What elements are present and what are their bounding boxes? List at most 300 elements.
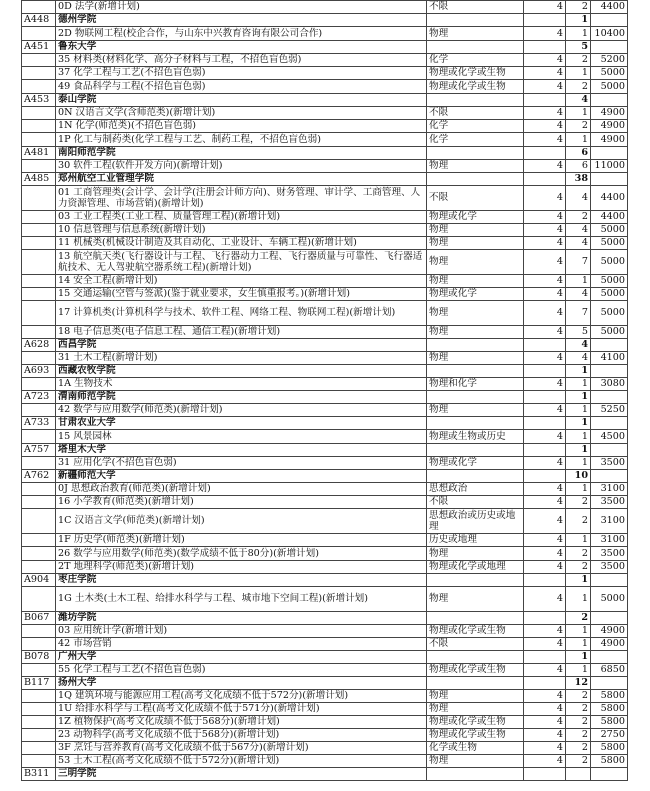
school-row	[22, 41, 628, 54]
major-name-cell: 15 交通运输(空管与签派)(鉴于就业要求，女生慎重报考。)(新增计划)	[56, 288, 427, 301]
school-code-cell: A693	[22, 365, 56, 378]
school-name-cell: 泰山学院	[56, 94, 427, 107]
school-row	[22, 612, 628, 625]
subject-requirement-cell	[427, 574, 524, 587]
subject-requirement-cell	[427, 41, 524, 54]
major-row	[22, 54, 628, 67]
tuition-fee-cell	[591, 417, 628, 430]
school-row	[22, 651, 628, 664]
study-years-cell: 4	[524, 457, 566, 470]
study-years-cell: 4	[524, 547, 566, 561]
school-row	[22, 768, 628, 781]
school-row	[22, 339, 628, 352]
major-name-cell: 03 应用统计学(新增计划)	[56, 625, 427, 638]
major-row	[22, 120, 628, 133]
tuition-fee-cell	[591, 365, 628, 378]
school-code-cell	[22, 547, 56, 561]
school-code-cell: A453	[22, 94, 56, 107]
tuition-fee-cell	[591, 339, 628, 352]
subject-requirement-cell: 物理	[427, 237, 524, 250]
plan-count-cell: 6	[566, 160, 591, 173]
school-name-cell: 塔里木大学	[56, 444, 427, 457]
school-name-cell: 新疆师范大学	[56, 470, 427, 483]
study-years-cell: 4	[524, 378, 566, 391]
major-row	[22, 404, 628, 417]
study-years-cell	[524, 768, 566, 781]
major-name-cell: 11 机械类(机械设计制造及其自动化、工业设计、车辆工程)(新增计划)	[56, 237, 427, 250]
study-years-cell: 4	[524, 224, 566, 237]
major-row	[22, 80, 628, 94]
major-name-cell: 37 化学工程与工艺(不招色盲色弱)	[56, 67, 427, 80]
subject-requirement-cell: 物理	[427, 703, 524, 716]
subject-requirement-cell: 物理	[427, 547, 524, 561]
study-years-cell	[524, 41, 566, 54]
school-code-cell	[22, 107, 56, 120]
tuition-fee-cell: 4500	[591, 430, 628, 444]
subject-requirement-cell	[427, 470, 524, 483]
study-years-cell: 4	[524, 250, 566, 275]
tuition-fee-cell: 5000	[591, 587, 628, 612]
subject-requirement-cell	[427, 173, 524, 186]
school-code-cell: B117	[22, 677, 56, 690]
school-code-cell	[22, 160, 56, 173]
school-code-cell	[22, 664, 56, 677]
major-name-cell: 10 信息管理与信息系统(新增计划)	[56, 224, 427, 237]
subject-requirement-cell	[427, 768, 524, 781]
study-years-cell: 4	[524, 729, 566, 742]
subject-requirement-cell: 物理	[427, 160, 524, 173]
school-code-cell	[22, 326, 56, 339]
school-name-cell: 枣庄学院	[56, 574, 427, 587]
study-years-cell	[524, 173, 566, 186]
major-row	[22, 534, 628, 547]
school-code-cell: B067	[22, 612, 56, 625]
subject-requirement-cell: 化学或生物	[427, 742, 524, 755]
tuition-fee-cell: 5800	[591, 742, 628, 755]
plan-count-cell: 1	[566, 587, 591, 612]
school-code-cell: A723	[22, 391, 56, 404]
school-row	[22, 14, 628, 27]
major-row	[22, 483, 628, 496]
study-years-cell	[524, 444, 566, 457]
tuition-fee-cell: 5000	[591, 275, 628, 288]
major-row	[22, 326, 628, 339]
school-code-cell	[22, 224, 56, 237]
study-years-cell	[524, 470, 566, 483]
major-row	[22, 250, 628, 275]
study-years-cell: 4	[524, 587, 566, 612]
subject-requirement-cell: 物理	[427, 326, 524, 339]
tuition-fee-cell: 3100	[591, 483, 628, 496]
study-years-cell	[524, 391, 566, 404]
major-name-cell: 14 安全工程(新增计划)	[56, 275, 427, 288]
plan-count-cell: 4	[566, 339, 591, 352]
subject-requirement-cell: 物理	[427, 275, 524, 288]
major-row	[22, 160, 628, 173]
tuition-fee-cell	[591, 94, 628, 107]
plan-count-cell: 1	[566, 638, 591, 651]
subject-requirement-cell	[427, 444, 524, 457]
study-years-cell: 4	[524, 186, 566, 211]
major-name-cell: 35 材料类(材料化学、高分子材料与工程，不招色盲色弱)	[56, 54, 427, 67]
major-name-cell: 31 应用化学(不招色盲色弱)	[56, 457, 427, 470]
study-years-cell	[524, 94, 566, 107]
school-code-cell: A757	[22, 444, 56, 457]
subject-requirement-cell	[427, 147, 524, 160]
major-row	[22, 301, 628, 326]
major-name-cell: 18 电子信息类(电子信息工程、通信工程)(新增计划)	[56, 326, 427, 339]
plan-count-cell: 2	[566, 211, 591, 224]
school-name-cell: 鲁东大学	[56, 41, 427, 54]
plan-count-cell: 2	[566, 120, 591, 133]
subject-requirement-cell	[427, 651, 524, 664]
school-code-cell	[22, 352, 56, 365]
school-code-cell	[22, 288, 56, 301]
major-row	[22, 288, 628, 301]
tuition-fee-cell: 3500	[591, 561, 628, 574]
tuition-fee-cell: 5000	[591, 224, 628, 237]
school-code-cell	[22, 638, 56, 651]
school-name-cell: 郑州航空工业管理学院	[56, 173, 427, 186]
plan-count-cell: 1	[566, 534, 591, 547]
subject-requirement-cell: 物理或化学或地理	[427, 561, 524, 574]
major-row	[22, 211, 628, 224]
tuition-fee-cell: 5000	[591, 301, 628, 326]
tuition-fee-cell: 5200	[591, 54, 628, 67]
plan-count-cell: 38	[566, 173, 591, 186]
study-years-cell: 4	[524, 509, 566, 534]
major-name-cell: 1P 化工与制药类(化学工程与工艺、制药工程，不招色盲色弱)	[56, 133, 427, 147]
school-code-cell: A904	[22, 574, 56, 587]
study-years-cell	[524, 677, 566, 690]
major-name-cell: 1G 土木类(土木工程、给排水科学与工程、城市地下空间工程)(新增计划)	[56, 587, 427, 612]
major-row	[22, 561, 628, 574]
tuition-fee-cell	[591, 612, 628, 625]
school-row	[22, 147, 628, 160]
tuition-fee-cell: 5000	[591, 80, 628, 94]
major-name-cell: 17 计算机类(计算机科学与技术、软件工程、网络工程、物联网工程)(新增计划)	[56, 301, 427, 326]
school-row	[22, 173, 628, 186]
school-name-cell: 德州学院	[56, 14, 427, 27]
tuition-fee-cell: 4900	[591, 625, 628, 638]
school-code-cell	[22, 27, 56, 41]
school-code-cell	[22, 54, 56, 67]
school-code-cell	[22, 250, 56, 275]
school-code-cell: A733	[22, 417, 56, 430]
school-code-cell	[22, 80, 56, 94]
plan-count-cell: 1	[566, 430, 591, 444]
subject-requirement-cell: 物理	[427, 250, 524, 275]
subject-requirement-cell: 不限	[427, 1, 524, 14]
plan-count-cell: 2	[566, 742, 591, 755]
tuition-fee-cell: 10400	[591, 27, 628, 41]
school-code-cell: A628	[22, 339, 56, 352]
plan-count-cell: 2	[566, 561, 591, 574]
major-row	[22, 638, 628, 651]
school-code-cell	[22, 133, 56, 147]
school-code-cell	[22, 378, 56, 391]
subject-requirement-cell: 化学	[427, 54, 524, 67]
tuition-fee-cell: 5800	[591, 716, 628, 729]
major-row	[22, 275, 628, 288]
subject-requirement-cell: 物理或生物或历史	[427, 430, 524, 444]
major-row	[22, 703, 628, 716]
study-years-cell: 4	[524, 625, 566, 638]
plan-count-cell: 1	[566, 651, 591, 664]
school-code-cell	[22, 625, 56, 638]
tuition-fee-cell: 5250	[591, 404, 628, 417]
major-name-cell: 53 土木工程(高考文化成绩不低于572分)(新增计划)	[56, 755, 427, 768]
school-row	[22, 444, 628, 457]
subject-requirement-cell: 物理	[427, 301, 524, 326]
plan-count-cell: 5	[566, 41, 591, 54]
subject-requirement-cell: 历史或地理	[427, 534, 524, 547]
major-name-cell: 0J 思想政治教育(师范类)(新增计划)	[56, 483, 427, 496]
school-name-cell: 西昌学院	[56, 339, 427, 352]
study-years-cell	[524, 339, 566, 352]
major-name-cell: 49 食品科学与工程(不招色盲色弱)	[56, 80, 427, 94]
study-years-cell	[524, 651, 566, 664]
tuition-fee-cell: 3500	[591, 496, 628, 509]
subject-requirement-cell: 物理	[427, 690, 524, 703]
school-name-cell: 扬州大学	[56, 677, 427, 690]
tuition-fee-cell: 5800	[591, 755, 628, 768]
major-name-cell: 1C 汉语言文学(师范类)(新增计划)	[56, 509, 427, 534]
study-years-cell: 4	[524, 755, 566, 768]
major-row	[22, 352, 628, 365]
plan-count-cell: 7	[566, 250, 591, 275]
major-row	[22, 1, 628, 14]
major-name-cell: 30 软件工程(软件开发方向)(新增计划)	[56, 160, 427, 173]
tuition-fee-cell: 3100	[591, 534, 628, 547]
plan-count-cell: 1	[566, 574, 591, 587]
tuition-fee-cell: 4100	[591, 352, 628, 365]
tuition-fee-cell	[591, 768, 628, 781]
subject-requirement-cell: 物理或化学或生物	[427, 664, 524, 677]
school-name-cell: 南阳师范学院	[56, 147, 427, 160]
school-row	[22, 391, 628, 404]
tuition-fee-cell: 3500	[591, 547, 628, 561]
tuition-fee-cell: 3080	[591, 378, 628, 391]
study-years-cell: 4	[524, 638, 566, 651]
tuition-fee-cell: 4400	[591, 1, 628, 14]
study-years-cell	[524, 574, 566, 587]
major-name-cell: 55 化学工程与工艺(不招色盲色弱)	[56, 664, 427, 677]
plan-count-cell: 4	[566, 224, 591, 237]
tuition-fee-cell: 4900	[591, 133, 628, 147]
study-years-cell: 4	[524, 301, 566, 326]
study-years-cell: 4	[524, 120, 566, 133]
tuition-fee-cell: 2750	[591, 729, 628, 742]
study-years-cell: 4	[524, 275, 566, 288]
plan-count-cell: 2	[566, 690, 591, 703]
major-row	[22, 729, 628, 742]
plan-count-cell	[566, 768, 591, 781]
plan-count-cell: 1	[566, 378, 591, 391]
major-row	[22, 742, 628, 755]
subject-requirement-cell: 不限	[427, 496, 524, 509]
plan-count-cell: 1	[566, 625, 591, 638]
subject-requirement-cell	[427, 391, 524, 404]
tuition-fee-cell: 5000	[591, 250, 628, 275]
school-code-cell	[22, 755, 56, 768]
plan-count-cell: 1	[566, 27, 591, 41]
major-name-cell: 0D 法学(新增计划)	[56, 1, 427, 14]
study-years-cell: 4	[524, 664, 566, 677]
subject-requirement-cell: 物理和化学	[427, 378, 524, 391]
major-name-cell: 1U 给排水科学与工程(高考文化成绩不低于571分)(新增计划)	[56, 703, 427, 716]
school-code-cell	[22, 483, 56, 496]
major-name-cell: 26 数学与应用数学(师范类)(数学成绩不低于80分)(新增计划)	[56, 547, 427, 561]
study-years-cell: 4	[524, 27, 566, 41]
major-row	[22, 133, 628, 147]
school-code-cell: A451	[22, 41, 56, 54]
school-code-cell	[22, 430, 56, 444]
major-row	[22, 186, 628, 211]
plan-count-cell: 1	[566, 14, 591, 27]
plan-count-cell: 5	[566, 326, 591, 339]
school-code-cell: A481	[22, 147, 56, 160]
tuition-fee-cell: 4900	[591, 638, 628, 651]
school-code-cell	[22, 534, 56, 547]
subject-requirement-cell: 物理或化学或生物	[427, 716, 524, 729]
school-row	[22, 365, 628, 378]
tuition-fee-cell	[591, 470, 628, 483]
major-row	[22, 755, 628, 768]
school-row	[22, 574, 628, 587]
study-years-cell: 4	[524, 703, 566, 716]
plan-count-cell: 1	[566, 483, 591, 496]
subject-requirement-cell: 物理	[427, 224, 524, 237]
plan-count-cell: 4	[566, 186, 591, 211]
subject-requirement-cell	[427, 365, 524, 378]
study-years-cell	[524, 612, 566, 625]
subject-requirement-cell: 思想政治或历史或地理	[427, 509, 524, 534]
school-code-cell	[22, 690, 56, 703]
school-code-cell	[22, 186, 56, 211]
plan-count-cell: 2	[566, 716, 591, 729]
major-name-cell: 16 小学教育(师范类)(新增计划)	[56, 496, 427, 509]
school-code-cell	[22, 561, 56, 574]
major-row	[22, 496, 628, 509]
major-row	[22, 547, 628, 561]
school-code-cell: A485	[22, 173, 56, 186]
plan-count-cell: 1	[566, 664, 591, 677]
major-row	[22, 587, 628, 612]
major-name-cell: 03 工业工程类(工业工程、质量管理工程)(新增计划)	[56, 211, 427, 224]
major-name-cell: 13 航空航天类(飞行器设计与工程、飞行器动力工程、飞行器质量与可靠性、飞行器适航技术、无人驾驶航空器系统工程)(新增计划)	[56, 250, 427, 275]
subject-requirement-cell	[427, 94, 524, 107]
major-row	[22, 457, 628, 470]
subject-requirement-cell: 物理	[427, 404, 524, 417]
major-name-cell: 2T 地理科学(师范类)(新增计划)	[56, 561, 427, 574]
plan-count-cell: 2	[566, 509, 591, 534]
plan-count-cell: 4	[566, 94, 591, 107]
school-code-cell	[22, 67, 56, 80]
school-name-cell: 渭南师范学院	[56, 391, 427, 404]
subject-requirement-cell: 物理或化学或生物	[427, 67, 524, 80]
subject-requirement-cell: 物理	[427, 27, 524, 41]
subject-requirement-cell: 不限	[427, 107, 524, 120]
major-name-cell: 0N 汉语言文学(含师范类)(新增计划)	[56, 107, 427, 120]
school-row	[22, 470, 628, 483]
major-name-cell: 1Q 建筑环境与能源应用工程(高考文化成绩不低于572分)(新增计划)	[56, 690, 427, 703]
study-years-cell: 4	[524, 67, 566, 80]
subject-requirement-cell: 物理或化学	[427, 211, 524, 224]
plan-count-cell: 2	[566, 547, 591, 561]
major-row	[22, 224, 628, 237]
study-years-cell: 4	[524, 404, 566, 417]
school-code-cell	[22, 120, 56, 133]
study-years-cell: 4	[524, 160, 566, 173]
plan-count-cell: 1	[566, 67, 591, 80]
major-row	[22, 378, 628, 391]
major-row	[22, 27, 628, 41]
school-code-cell	[22, 237, 56, 250]
major-row	[22, 716, 628, 729]
plan-count-cell: 6	[566, 147, 591, 160]
tuition-fee-cell: 11000	[591, 160, 628, 173]
plan-count-cell: 1	[566, 275, 591, 288]
plan-count-cell: 7	[566, 301, 591, 326]
major-name-cell: 1F 历史学(师范类)(新增计划)	[56, 534, 427, 547]
study-years-cell: 4	[524, 133, 566, 147]
plan-count-cell: 10	[566, 470, 591, 483]
study-years-cell: 4	[524, 1, 566, 14]
major-name-cell: 01 工商管理类(会计学、会计学(注册会计师方向)、财务管理、审计学、工商管理、人力资源管理、市场营销)(新增计划)	[56, 186, 427, 211]
plan-count-cell: 2	[566, 703, 591, 716]
school-code-cell	[22, 457, 56, 470]
tuition-fee-cell	[591, 41, 628, 54]
plan-count-cell: 1	[566, 457, 591, 470]
subject-requirement-cell: 物理或化学	[427, 457, 524, 470]
plan-count-cell: 1	[566, 133, 591, 147]
plan-count-cell: 1	[566, 365, 591, 378]
plan-count-cell: 4	[566, 237, 591, 250]
plan-count-cell: 1	[566, 417, 591, 430]
major-row	[22, 430, 628, 444]
study-years-cell	[524, 417, 566, 430]
tuition-fee-cell: 3500	[591, 457, 628, 470]
tuition-fee-cell: 4900	[591, 120, 628, 133]
school-code-cell	[22, 703, 56, 716]
study-years-cell: 4	[524, 211, 566, 224]
school-code-cell: A448	[22, 14, 56, 27]
tuition-fee-cell	[591, 173, 628, 186]
school-row	[22, 94, 628, 107]
plan-count-cell: 2	[566, 496, 591, 509]
study-years-cell: 4	[524, 80, 566, 94]
major-row	[22, 664, 628, 677]
study-years-cell: 4	[524, 496, 566, 509]
school-code-cell	[22, 496, 56, 509]
school-code-cell	[22, 1, 56, 14]
school-code-cell: A762	[22, 470, 56, 483]
tuition-fee-cell: 5000	[591, 237, 628, 250]
major-row	[22, 67, 628, 80]
subject-requirement-cell	[427, 339, 524, 352]
major-row	[22, 690, 628, 703]
tuition-fee-cell	[591, 574, 628, 587]
school-code-cell	[22, 716, 56, 729]
plan-count-cell: 4	[566, 352, 591, 365]
tuition-fee-cell	[591, 14, 628, 27]
study-years-cell	[524, 14, 566, 27]
plan-count-cell: 2	[566, 755, 591, 768]
tuition-fee-cell: 4900	[591, 107, 628, 120]
study-years-cell	[524, 365, 566, 378]
major-row	[22, 237, 628, 250]
